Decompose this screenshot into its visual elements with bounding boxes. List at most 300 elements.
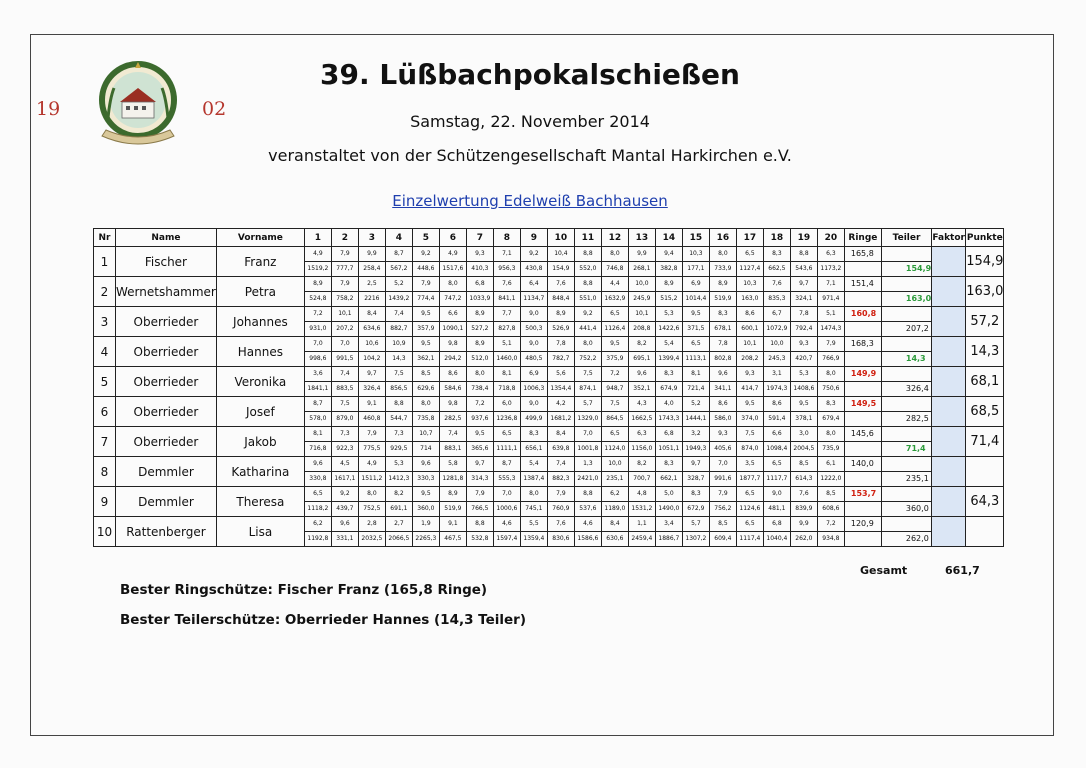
header-shot: 19 [790,229,817,247]
teiler-cell: 331,1 [331,532,358,547]
teiler-cell: 714 [412,442,439,457]
teiler-cell: 614,3 [790,472,817,487]
ring-cell: 1,9 [412,517,439,532]
teiler-cell: 163,0 [736,292,763,307]
ring-cell: 9,1 [358,397,385,412]
header-shot: 11 [574,229,601,247]
table-row [94,487,1004,502]
row-nr: 8 [94,457,116,487]
ring-cell: 9,6 [304,457,331,472]
ring-cell: 9,3 [709,427,736,442]
teiler-cell: 1617,1 [331,472,358,487]
teiler-cell: 879,0 [331,412,358,427]
teiler-cell: 864,5 [601,412,628,427]
table-row [94,457,1004,472]
teiler-cell: 235,1 [601,472,628,487]
ring-cell: 8,8 [466,517,493,532]
teiler-cell: 2004,5 [790,442,817,457]
faktor-cell [932,397,966,427]
ring-cell: 7,2 [601,367,628,382]
teiler-cell: 948,7 [601,382,628,397]
teiler-cell: 1124,6 [736,502,763,517]
row-vorname: Hannes [216,337,304,367]
punkte-cell: 68,1 [966,367,1004,397]
header-teiler: Teiler [881,229,931,247]
teiler-cell: 591,4 [763,412,790,427]
teiler-cell: 2032,5 [358,532,385,547]
teiler-cell: 375,9 [601,352,628,367]
ring-cell: 6,5 [304,487,331,502]
event-date: Samstag, 22. November 2014 [410,112,650,131]
ring-cell: 8,0 [574,337,601,352]
ring-cell: 9,6 [709,367,736,382]
ring-cell: 9,8 [439,397,466,412]
teiler-cell: 365,6 [466,442,493,457]
teiler-cell: 874,0 [736,442,763,457]
teiler-cell: 448,6 [412,262,439,277]
ringe-empty [844,532,881,547]
faktor-cell [932,427,966,457]
ringe-total: 153,7 [844,487,881,502]
teiler-cell: 1511,2 [358,472,385,487]
ring-cell: 9,7 [790,277,817,292]
table-row [94,247,1004,262]
ring-cell: 7,0 [304,337,331,352]
teiler-cell: 672,9 [682,502,709,517]
ring-cell: 6,5 [601,427,628,442]
ring-cell: 4,6 [493,517,520,532]
teiler-cell: 552,0 [574,262,601,277]
row-name: Rattenberger [116,517,217,547]
total-value: 661,7 [945,564,980,577]
teiler-cell: 326,4 [358,382,385,397]
teiler-empty [881,517,931,532]
teiler-cell: 330,3 [412,472,439,487]
teiler-cell: 341,1 [709,382,736,397]
row-name: Demmler [116,487,217,517]
row-name: Demmler [116,457,217,487]
ring-cell: 8,0 [520,487,547,502]
teiler-cell: 1886,7 [655,532,682,547]
teiler-cell: 716,8 [304,442,331,457]
organizer-line: veranstaltet von der Schützengesellschaft Mantal Harkirchen e.V. [268,146,792,165]
teiler-cell: 1444,1 [682,412,709,427]
ring-cell: 9,2 [412,247,439,262]
ring-cell: 8,7 [304,397,331,412]
teiler-cell: 991,5 [331,352,358,367]
teiler-cell: 1329,0 [574,412,601,427]
best-teiler: 154,9 [881,262,931,277]
teiler-cell: 700,7 [628,472,655,487]
ring-cell: 8,1 [304,427,331,442]
ring-cell: 5,6 [547,367,574,382]
ring-cell: 9,6 [412,457,439,472]
ringe-empty [844,502,881,517]
ring-cell: 8,5 [790,457,817,472]
teiler-cell: 630,6 [601,532,628,547]
ring-cell: 8,2 [385,487,412,502]
ring-cell: 10,3 [682,247,709,262]
header-shot: 5 [412,229,439,247]
teiler-cell: 991,6 [709,472,736,487]
teiler-cell: 856,5 [385,382,412,397]
ring-cell: 8,0 [439,277,466,292]
ringe-empty [844,352,881,367]
best-teiler: 235,1 [881,472,931,487]
ring-cell: 7,3 [385,427,412,442]
ring-cell: 8,9 [709,277,736,292]
ring-cell: 9,5 [682,307,709,322]
row-vorname: Jakob [216,427,304,457]
teiler-cell: 1597,4 [493,532,520,547]
teiler-cell: 330,8 [304,472,331,487]
ring-cell: 6,5 [736,517,763,532]
ring-cell: 5,1 [493,337,520,352]
teiler-cell: 775,5 [358,442,385,457]
best-teiler: 282,5 [881,412,931,427]
teiler-cell: 1006,3 [520,382,547,397]
row-nr: 2 [94,277,116,307]
row-name: Oberrieder [116,367,217,397]
teiler-cell: 1192,8 [304,532,331,547]
teiler-cell: 374,0 [736,412,763,427]
header-shot: 13 [628,229,655,247]
ring-cell: 3,5 [736,457,763,472]
teiler-cell: 1387,4 [520,472,547,487]
teiler-cell: 600,1 [736,322,763,337]
ring-cell: 5,3 [385,457,412,472]
ring-cell: 3,4 [655,517,682,532]
teiler-cell: 752,2 [574,352,601,367]
row-nr: 7 [94,427,116,457]
ring-cell: 4,9 [439,247,466,262]
ring-cell: 9,6 [628,367,655,382]
ring-cell: 2,5 [358,277,385,292]
row-name: Oberrieder [116,397,217,427]
teiler-cell: 1014,4 [682,292,709,307]
best-teiler: 262,0 [881,532,931,547]
punkte-cell: 14,3 [966,337,1004,367]
ring-cell: 10,4 [547,247,574,262]
page-title: 39. Lüßbachpokalschießen [320,58,740,91]
ring-cell: 6,8 [655,427,682,442]
teiler-cell: 1117,4 [736,532,763,547]
ring-cell: 7,5 [385,367,412,382]
ring-cell: 7,6 [763,277,790,292]
ring-cell: 6,8 [763,517,790,532]
teiler-cell: 527,2 [466,322,493,337]
ring-cell: 9,5 [601,337,628,352]
ring-cell: 10,1 [736,337,763,352]
header-shot: 12 [601,229,628,247]
header-shot: 18 [763,229,790,247]
teiler-cell: 420,7 [790,352,817,367]
ring-cell: 8,6 [763,397,790,412]
ring-cell: 6,4 [520,277,547,292]
teiler-cell: 1033,9 [466,292,493,307]
ringe-total: 151,4 [844,277,881,292]
ring-cell: 8,8 [574,277,601,292]
ring-cell: 8,1 [493,367,520,382]
best-teiler: 14,3 [881,352,931,367]
teiler-cell: 735,9 [817,442,844,457]
teiler-cell: 695,1 [628,352,655,367]
teiler-cell: 208,2 [736,352,763,367]
ringe-empty [844,262,881,277]
teiler-cell: 362,1 [412,352,439,367]
ring-cell: 9,9 [358,247,385,262]
teiler-cell: 467,5 [439,532,466,547]
teiler-cell: 629,6 [412,382,439,397]
teiler-cell: 929,5 [385,442,412,457]
teiler-cell: 931,0 [304,322,331,337]
ring-cell: 7,9 [817,337,844,352]
teiler-empty [881,277,931,292]
ring-cell: 1,3 [574,457,601,472]
teiler-cell: 678,1 [709,322,736,337]
teiler-cell: 609,4 [709,532,736,547]
row-name: Oberrieder [116,337,217,367]
ring-cell: 8,3 [655,457,682,472]
ring-cell: 6,5 [601,307,628,322]
header-shot: 16 [709,229,736,247]
ring-cell: 4,6 [574,517,601,532]
teiler-empty [881,457,931,472]
teiler-cell: 1126,4 [601,322,628,337]
punkte-cell: 163,0 [966,277,1004,307]
teiler-cell: 882,3 [547,472,574,487]
teiler-cell: 830,6 [547,532,574,547]
ring-cell: 9,3 [790,337,817,352]
teiler-cell: 324,1 [790,292,817,307]
teiler-cell: 691,1 [385,502,412,517]
ringe-empty [844,322,881,337]
ring-cell: 9,9 [790,517,817,532]
ringe-total: 145,6 [844,427,881,442]
teiler-cell: 584,6 [439,382,466,397]
teiler-cell: 460,8 [358,412,385,427]
teiler-cell: 1399,4 [655,352,682,367]
header-shot: 15 [682,229,709,247]
teiler-cell: 1236,8 [493,412,520,427]
ring-cell: 5,7 [574,397,601,412]
teiler-cell: 1877,7 [736,472,763,487]
ring-cell: 7,7 [493,307,520,322]
ring-cell: 8,3 [763,247,790,262]
ring-cell: 7,6 [790,487,817,502]
ring-cell: 9,4 [655,247,682,262]
ring-cell: 7,8 [790,307,817,322]
ring-cell: 8,3 [709,307,736,322]
row-vorname: Johannes [216,307,304,337]
ring-cell: 8,2 [628,457,655,472]
teiler-cell: 752,5 [358,502,385,517]
ring-cell: 10,0 [628,277,655,292]
teiler-cell: 1051,1 [655,442,682,457]
teiler-cell: 208,8 [628,322,655,337]
teiler-cell: 1359,4 [520,532,547,547]
teiler-cell: 245,3 [763,352,790,367]
row-nr: 6 [94,397,116,427]
ring-cell: 7,2 [817,517,844,532]
ring-cell: 6,8 [466,277,493,292]
ringe-total: 140,0 [844,457,881,472]
teiler-cell: 760,9 [547,502,574,517]
teiler-empty [881,427,931,442]
ring-cell: 8,9 [304,277,331,292]
ring-cell: 4,4 [601,277,628,292]
teiler-cell: 586,0 [709,412,736,427]
teiler-cell: 14,3 [385,352,412,367]
ring-cell: 5,2 [385,277,412,292]
ring-cell: 7,3 [331,427,358,442]
row-vorname: Franz [216,247,304,277]
teiler-cell: 1001,8 [574,442,601,457]
ring-cell: 8,7 [493,457,520,472]
teiler-empty [881,307,931,322]
ring-cell: 9,5 [790,397,817,412]
ring-cell: 8,4 [358,307,385,322]
punkte-cell: 154,9 [966,247,1004,277]
teiler-cell: 733,9 [709,262,736,277]
ring-cell: 8,5 [412,367,439,382]
table-header-row [94,229,1004,247]
teiler-cell: 439,7 [331,502,358,517]
row-vorname: Katharina [216,457,304,487]
year-left: 19 [36,98,61,120]
teiler-cell: 835,3 [763,292,790,307]
teiler-cell: 766,9 [817,352,844,367]
header-name: Name [116,229,217,247]
best-ring-shooter: Bester Ringschütze: Fischer Franz (165,8 Ringe) [120,582,488,598]
year-right: 02 [202,98,227,120]
ring-cell: 10,6 [358,337,385,352]
ringe-total: 149,5 [844,397,881,412]
header-faktor: Faktor [932,229,966,247]
ring-cell: 8,6 [439,367,466,382]
header-shot: 7 [466,229,493,247]
header-shot: 2 [331,229,358,247]
ring-cell: 6,7 [763,307,790,322]
ring-cell: 6,3 [817,247,844,262]
teiler-empty [881,337,931,352]
ringe-total: 149,9 [844,367,881,382]
ring-cell: 3,0 [790,427,817,442]
header-shot: 10 [547,229,574,247]
teiler-cell: 499,9 [520,412,547,427]
row-nr: 9 [94,487,116,517]
teiler-cell: 2421,0 [574,472,601,487]
header-vorname: Vorname [216,229,304,247]
table-row [94,397,1004,412]
teiler-cell: 848,4 [547,292,574,307]
ring-cell: 7,0 [709,457,736,472]
row-name: Oberrieder [116,307,217,337]
ring-cell: 6,6 [439,307,466,322]
ring-cell: 7,5 [331,397,358,412]
teiler-cell: 567,2 [385,262,412,277]
teiler-cell: 934,8 [817,532,844,547]
teiler-cell: 839,9 [790,502,817,517]
faktor-cell [932,337,966,367]
ring-cell: 8,9 [655,277,682,292]
ring-cell: 7,9 [547,487,574,502]
teiler-cell: 634,6 [358,322,385,337]
ring-cell: 6,5 [763,457,790,472]
teiler-cell: 360,0 [412,502,439,517]
ring-cell: 8,9 [547,307,574,322]
ring-cell: 7,9 [709,487,736,502]
ring-cell: 8,5 [817,487,844,502]
ring-cell: 8,3 [817,397,844,412]
teiler-cell: 1412,3 [385,472,412,487]
teiler-cell: 750,6 [817,382,844,397]
table-row [94,427,1004,442]
faktor-cell [932,517,966,547]
teiler-cell: 410,3 [466,262,493,277]
ring-cell: 5,4 [520,457,547,472]
ring-cell: 7,6 [547,517,574,532]
ring-cell: 7,4 [547,457,574,472]
teiler-cell: 551,0 [574,292,601,307]
ring-cell: 6,0 [493,397,520,412]
teiler-cell: 515,2 [655,292,682,307]
ring-cell: 6,2 [601,487,628,502]
teiler-cell: 314,3 [466,472,493,487]
ring-cell: 6,5 [493,427,520,442]
teiler-cell: 1662,5 [628,412,655,427]
teiler-cell: 352,1 [628,382,655,397]
teiler-cell: 258,4 [358,262,385,277]
ring-cell: 3,1 [763,367,790,382]
ring-cell: 7,9 [466,487,493,502]
header-shot: 6 [439,229,466,247]
ring-cell: 7,9 [358,427,385,442]
teiler-cell: 679,4 [817,412,844,427]
teiler-cell: 756,2 [709,502,736,517]
ringe-empty [844,382,881,397]
ring-cell: 9,5 [736,397,763,412]
teiler-cell: 414,7 [736,382,763,397]
teiler-cell: 721,4 [682,382,709,397]
ring-cell: 7,2 [304,307,331,322]
teiler-cell: 1189,0 [601,502,628,517]
teiler-cell: 745,1 [520,502,547,517]
ring-cell: 2,8 [358,517,385,532]
ring-cell: 8,3 [682,487,709,502]
ring-cell: 7,1 [817,277,844,292]
teiler-cell: 262,0 [790,532,817,547]
best-teiler: 71,4 [881,442,931,457]
teiler-cell: 1354,4 [547,382,574,397]
teiler-cell: 608,6 [817,502,844,517]
ring-cell: 6,2 [304,517,331,532]
ring-cell: 6,5 [682,337,709,352]
ring-cell: 8,6 [736,307,763,322]
teiler-cell: 177,1 [682,262,709,277]
teiler-cell: 544,7 [385,412,412,427]
teiler-cell: 578,0 [304,412,331,427]
punkte-cell: 71,4 [966,427,1004,457]
table-row [94,367,1004,382]
teiler-cell: 2066,5 [385,532,412,547]
teiler-cell: 500,3 [520,322,547,337]
teiler-cell: 543,6 [790,262,817,277]
ring-cell: 9,0 [520,337,547,352]
punkte-cell: 64,3 [966,487,1004,517]
ring-cell: 8,4 [601,517,628,532]
ring-cell: 4,5 [331,457,358,472]
